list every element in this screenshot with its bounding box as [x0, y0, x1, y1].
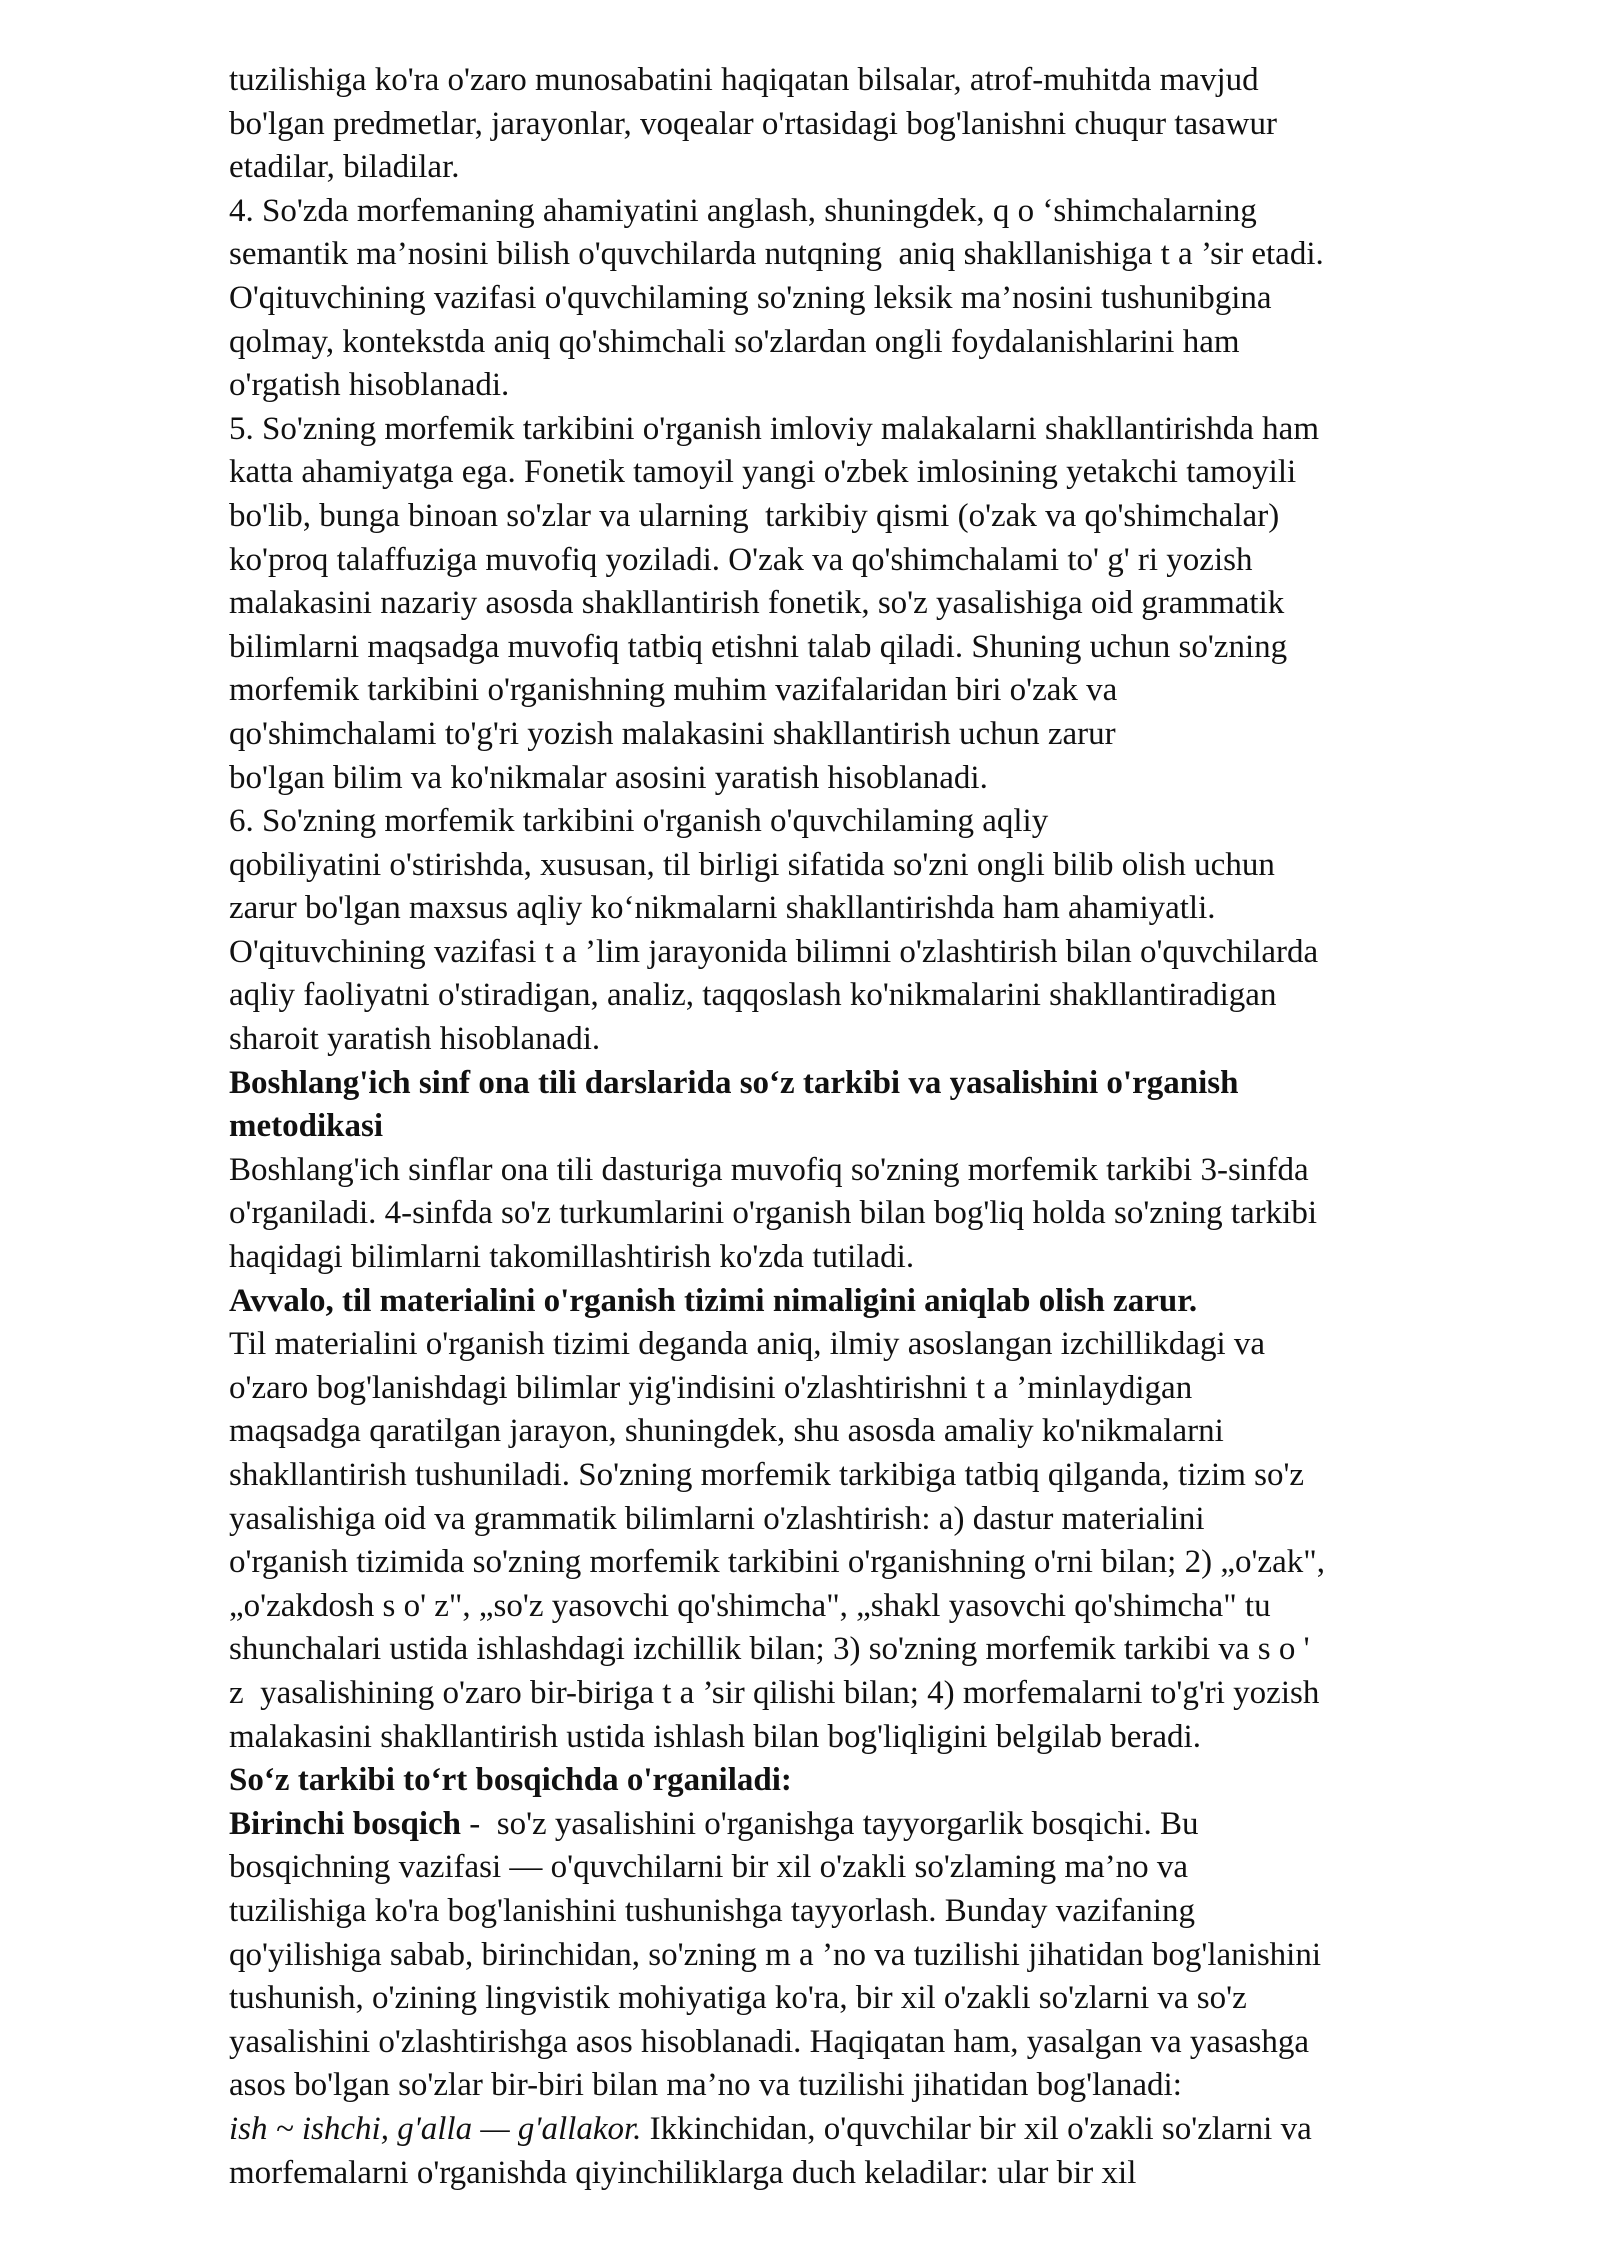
text-line: yasalishiga oid va grammatik bilimlarni o'zlashtirish: a) dastur materialini	[229, 1500, 1205, 1537]
text-line: bilimlarni maqsadga muvofiq tatbiq etishni talab qiladi. Shuning uchun so'zning	[229, 628, 1288, 665]
section-heading: Boshlang'ich sinf ona tili darslarida so‘z tarkibi va yasalishini o'rganish	[229, 1064, 1239, 1101]
text-line: qo'yilishiga sabab, birinchidan, so'zning m a ’no va tuzilishi jihatidan bog'lanishini	[229, 1936, 1321, 1973]
text-line: o'zaro bog'lanishdagi bilimlar yig'indisini o'zlashtirishni t a ’minlaydigan	[229, 1369, 1193, 1406]
text-line: haqidagi bilimlarni takomillashtirish ko'zda tutiladi.	[229, 1239, 915, 1276]
example-words: ish ~ ishchi, g'alla — g'allakor.	[229, 2110, 642, 2147]
text-line: katta ahamiyatga ega. Fonetik tamoyil yangi o'zbek imlosining yetakchi tamoyili	[229, 454, 1297, 491]
text-line: malakasini shakllantirish ustida ishlash bilan bog'liqligini belgilab beradi.	[229, 1718, 1201, 1755]
section-heading: metodikasi	[229, 1108, 384, 1145]
text-line: tushunish, o'zining lingvistik mohiyatiga ko'ra, bir xil o'zakli so'zlarni va so'z	[229, 1980, 1247, 2017]
text-line: malakasini nazariy asosda shakllantirish fonetik, so'z yasalishiga oid grammatik	[229, 585, 1285, 622]
text-line: semantik ma’nosini bilish o'quvchilarda nutqning aniq shakllanishiga t a ’sir etadi.	[229, 236, 1324, 273]
text-line: zarur bo'lgan maxsus aqliy ko‘nikmalarni shakllantirishda ham ahamiyatli.	[229, 890, 1216, 927]
text-run: - so'z yasalishini o'rganishga tayyorgarlik bosqichi. Bu	[460, 1805, 1199, 1842]
text-line: „o'zakdosh s o' z", „so'z yasovchi qo'shimcha", „shakl yasovchi qo'shimcha" tu	[229, 1587, 1271, 1624]
text-line: shunchalari ustida ishlashdagi izchillik bilan; 3) so'zning morfemik tarkibi va s o '	[229, 1631, 1310, 1668]
text-line: tuzilishiga ko'ra o'zaro munosabatini haqiqatan bilsalar, atrof-muhitda mavjud	[229, 62, 1259, 98]
text-line: z yasalishining o'zaro bir-biriga t a ’sir qilishi bilan; 4) morfemalarni to'g'ri yozish	[229, 1674, 1320, 1711]
text-line: qobiliyatini o'stirishda, xususan, til birligi sifatida so'zni ongli bilib olish uchun	[229, 846, 1275, 883]
text-line: bosqichning vazifasi — o'quvchilarni bir xil o'zakli so'zlaming ma’no va	[229, 1849, 1189, 1886]
text-line: O'qituvchining vazifasi o'quvchilaming so'zning leksik ma’nosini tushunibgina	[229, 279, 1272, 316]
text-line: shakllantirish tushuniladi. So'zning morfemik tarkibiga tatbiq qilganda, tizim so'z	[229, 1457, 1305, 1493]
text-line: etadilar, biladilar.	[229, 149, 460, 186]
text-line: asos bo'lgan so'zlar bir-biri bilan ma’no va tuzilishi jihatidan bog'lanadi:	[229, 2067, 1182, 2104]
section-heading: So‘z tarkibi to‘rt bosqichda o'rganiladi:	[229, 1762, 792, 1799]
text-line: morfemalarni o'rganishda qiyinchiliklarga duch keladilar: ular bir xil	[229, 2154, 1137, 2191]
text-line	[229, 2108, 1559, 2152]
text-line: qolmay, kontekstda aniq qo'shimchali so'zlardan ongli foydalanishlarini ham	[229, 323, 1240, 360]
text-line: sharoit yaratish hisoblanadi.	[229, 1021, 601, 1058]
section-label: Birinchi bosqich	[229, 1805, 461, 1842]
text-line: Boshlang'ich sinflar ona tili dasturiga muvofiq so'zning morfemik tarkibi 3-sinfda	[229, 1151, 1309, 1188]
text-line: qo'shimchalami to'g'ri yozish malakasini shakllantirish uchun zarur	[229, 715, 1116, 752]
text-line: bo'lib, bunga binoan so'zlar va ularning tarkibiy qismi (o'zak va qo'shimchalar)	[229, 497, 1280, 534]
text-line: bo'lgan bilim va ko'nikmalar asosini yaratish hisoblanadi.	[229, 759, 988, 796]
document-body	[229, 59, 1559, 2195]
text-line	[229, 1803, 1559, 1847]
text-line: tuzilishiga ko'ra bog'lanishini tushunishga tayyorlash. Bunday vazifaning	[229, 1892, 1195, 1929]
text-line: O'qituvchining vazifasi t a ’lim jarayonida bilimni o'zlashtirish bilan o'quvchilarda	[229, 933, 1319, 970]
text-line: o'rganish tizimida so'zning morfemik tarkibini o'rganishning o'rni bilan; 2) „o'zak",	[229, 1544, 1325, 1581]
text-line: aqliy faoliyatni o'stiradigan, analiz, taqqoslash ko'nikmalarini shakllantiradigan	[229, 977, 1277, 1014]
text-line: o'rganiladi. 4-sinfda so'z turkumlarini o'rganish bilan bog'liq holda so'zning tarkibi	[229, 1195, 1318, 1232]
text-run: Ikkinchidan, o'quvchilar bir xil o'zakli so'zlarni va	[641, 2110, 1312, 2147]
section-heading: Avvalo, til materialini o'rganish tizimi nimaligini aniqlab olish zarur.	[229, 1282, 1198, 1319]
text-line: morfemik tarkibini o'rganishning muhim vazifalaridan biri o'zak va	[229, 672, 1118, 709]
text-line: o'rgatish hisoblanadi.	[229, 367, 510, 404]
text-line: 4. So'zda morfemaning ahamiyatini anglash, shuningdek, q o ‘shimchalarning	[229, 192, 1257, 229]
text-line: bo'lgan predmetlar, jarayonlar, voqealar o'rtasidagi bog'lanishni chuqur tasawur	[229, 105, 1277, 142]
text-line: Til materialini o'rganish tizimi deganda aniq, ilmiy asoslangan izchillikdagi va	[229, 1326, 1266, 1363]
text-line: 6. So'zning morfemik tarkibini o'rganish o'quvchilaming aqliy	[229, 803, 1049, 840]
text-line: 5. So'zning morfemik tarkibini o'rganish imloviy malakalarni shakllantirishda ham	[229, 410, 1319, 447]
text-line: yasalishini o'zlashtirishga asos hisoblanadi. Haqiqatan ham, yasalgan va yasashga	[229, 2023, 1310, 2060]
text-line: ko'proq talaffuziga muvofiq yoziladi. O'zak va qo'shimchalami to' g' ri yozish	[229, 541, 1253, 578]
text-line: maqsadga qaratilgan jarayon, shuningdek, shu asosda amaliy ko'nikmalarni	[229, 1413, 1224, 1450]
